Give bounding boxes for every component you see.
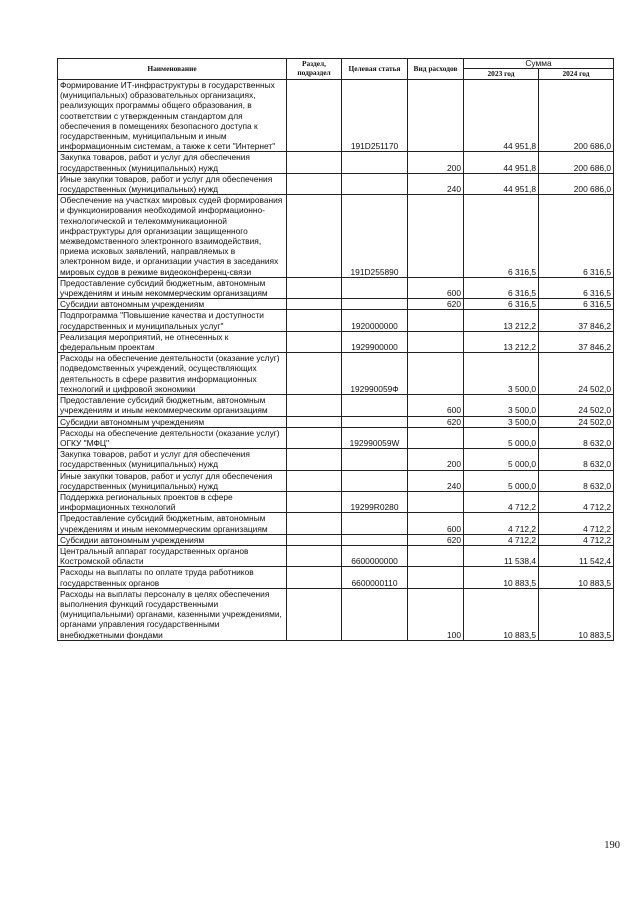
cell-section — [287, 588, 342, 640]
cell-amount-2024: 200 686,0 — [539, 152, 614, 173]
table-row — [58, 195, 614, 278]
cell-expense-type: 200 — [408, 449, 464, 470]
cell-amount-2023: 10 883,5 — [464, 567, 539, 588]
header-target: Целевая статья — [342, 59, 408, 80]
cell-section — [287, 491, 342, 512]
table-body — [58, 80, 614, 641]
cell-target-code — [342, 534, 408, 545]
cell-name: Предоставление субсидий бюджетным, автономным учреждениям и иным некоммерческим организациям — [58, 513, 287, 534]
table-row — [58, 152, 614, 173]
header-year-2024: 2024 год — [539, 69, 614, 80]
table-row — [58, 427, 614, 448]
cell-amount-2024: 24 502,0 — [539, 353, 614, 395]
cell-amount-2023: 44 951,8 — [464, 80, 539, 152]
cell-name: Поддержка региональных проектов в сфере информационных технологий — [58, 491, 287, 512]
cell-section — [287, 353, 342, 395]
cell-expense-type — [408, 427, 464, 448]
table-row — [58, 470, 614, 491]
cell-section — [287, 534, 342, 545]
cell-name: Закупка товаров, работ и услуг для обеспечения государственных (муниципальных) нужд — [58, 449, 287, 470]
cell-amount-2024: 8 632,0 — [539, 449, 614, 470]
cell-amount-2024: 6 316,5 — [539, 277, 614, 298]
header-year-2023: 2023 год — [464, 69, 539, 80]
cell-amount-2023: 5 000,0 — [464, 449, 539, 470]
cell-amount-2024: 11 542,4 — [539, 545, 614, 566]
cell-target-code: 191D251170 — [342, 80, 408, 152]
cell-target-code: 192990059Ф — [342, 353, 408, 395]
cell-amount-2024: 8 632,0 — [539, 427, 614, 448]
cell-amount-2023: 3 500,0 — [464, 416, 539, 427]
cell-section — [287, 470, 342, 491]
cell-amount-2023: 44 951,8 — [464, 152, 539, 173]
cell-name: Субсидии автономным учреждениям — [58, 534, 287, 545]
cell-amount-2023: 3 500,0 — [464, 353, 539, 395]
cell-amount-2024: 10 883,5 — [539, 588, 614, 640]
cell-section — [287, 395, 342, 416]
cell-amount-2024: 6 316,5 — [539, 299, 614, 310]
table-row — [58, 534, 614, 545]
cell-section — [287, 299, 342, 310]
cell-name: Субсидии автономным учреждениям — [58, 416, 287, 427]
cell-amount-2024: 10 883,5 — [539, 567, 614, 588]
cell-target-code: 192990059W — [342, 427, 408, 448]
cell-expense-type — [408, 331, 464, 352]
cell-expense-type: 200 — [408, 152, 464, 173]
cell-amount-2023: 6 316,5 — [464, 195, 539, 278]
cell-amount-2023: 5 000,0 — [464, 427, 539, 448]
cell-section — [287, 152, 342, 173]
cell-amount-2024: 200 686,0 — [539, 173, 614, 194]
cell-expense-type: 620 — [408, 299, 464, 310]
table-row — [58, 395, 614, 416]
cell-amount-2024: 4 712,2 — [539, 491, 614, 512]
table-row — [58, 277, 614, 298]
cell-section — [287, 173, 342, 194]
cell-name: Подпрограмма "Повышение качества и доступности государственных и муниципальных услуг" — [58, 310, 287, 331]
cell-amount-2023: 3 500,0 — [464, 395, 539, 416]
cell-name: Расходы на обеспечение деятельности (оказание услуг) ОГКУ "МФЦ" — [58, 427, 287, 448]
cell-expense-type: 600 — [408, 395, 464, 416]
table-row — [58, 80, 614, 152]
cell-target-code: 1920000000 — [342, 310, 408, 331]
cell-amount-2024: 4 712,2 — [539, 513, 614, 534]
cell-target-code — [342, 395, 408, 416]
cell-section — [287, 567, 342, 588]
cell-amount-2024: 200 686,0 — [539, 80, 614, 152]
cell-target-code: 6600000110 — [342, 567, 408, 588]
header-sum: Сумма — [464, 59, 614, 69]
cell-amount-2023: 6 316,5 — [464, 299, 539, 310]
table-row — [58, 491, 614, 512]
cell-amount-2024: 6 316,5 — [539, 195, 614, 278]
table-row — [58, 545, 614, 566]
cell-expense-type: 240 — [408, 173, 464, 194]
cell-target-code — [342, 277, 408, 298]
cell-expense-type: 600 — [408, 277, 464, 298]
table-row — [58, 567, 614, 588]
table-header — [58, 59, 614, 80]
cell-expense-type — [408, 195, 464, 278]
cell-section — [287, 427, 342, 448]
cell-amount-2023: 4 712,2 — [464, 534, 539, 545]
cell-name: Иные закупки товаров, работ и услуг для обеспечения государственных (муниципальных) нужд — [58, 173, 287, 194]
cell-amount-2023: 13 212,2 — [464, 310, 539, 331]
table-row — [58, 588, 614, 640]
cell-section — [287, 195, 342, 278]
cell-name: Иные закупки товаров, работ и услуг для обеспечения государственных (муниципальных) нужд — [58, 470, 287, 491]
cell-expense-type — [408, 545, 464, 566]
cell-section — [287, 310, 342, 331]
cell-amount-2023: 5 000,0 — [464, 470, 539, 491]
cell-section — [287, 545, 342, 566]
cell-amount-2023: 10 883,5 — [464, 588, 539, 640]
cell-amount-2023: 44 951,8 — [464, 173, 539, 194]
cell-section — [287, 277, 342, 298]
cell-expense-type — [408, 353, 464, 395]
cell-section — [287, 331, 342, 352]
cell-target-code — [342, 416, 408, 427]
cell-amount-2024: 37 846,2 — [539, 331, 614, 352]
cell-amount-2023: 13 212,2 — [464, 331, 539, 352]
table-row — [58, 513, 614, 534]
cell-target-code — [342, 513, 408, 534]
table-row — [58, 173, 614, 194]
cell-name: Формирование ИТ-инфраструктуры в государственных (муниципальных) образовательных организациях, реализующих программы общего образования, в соответствии с утвержденным стандартом для обеспечения в помещениях безопасного доступа к государственным, муниципальным и иным информационным системам, а также к сети "Интернет" — [58, 80, 287, 152]
cell-amount-2023: 6 316,5 — [464, 277, 539, 298]
cell-name: Предоставление субсидий бюджетным, автономным учреждениям и иным некоммерческим организациям — [58, 395, 287, 416]
cell-name: Реализация мероприятий, не отнесенных к федеральным проектам — [58, 331, 287, 352]
cell-amount-2024: 24 502,0 — [539, 395, 614, 416]
cell-amount-2023: 4 712,2 — [464, 513, 539, 534]
cell-expense-type: 100 — [408, 588, 464, 640]
cell-target-code — [342, 152, 408, 173]
cell-name: Предоставление субсидий бюджетным, автономным учреждениям и иным некоммерческим организациям — [58, 277, 287, 298]
cell-target-code — [342, 173, 408, 194]
cell-expense-type: 620 — [408, 534, 464, 545]
budget-table — [57, 58, 614, 641]
page-number: 190 — [604, 840, 620, 851]
cell-target-code: 19299R0280 — [342, 491, 408, 512]
header-name: Наименование — [58, 59, 287, 80]
table-row — [58, 449, 614, 470]
cell-expense-type — [408, 491, 464, 512]
cell-amount-2024: 4 712,2 — [539, 534, 614, 545]
cell-section — [287, 80, 342, 152]
header-section: Раздел, подраздел — [287, 59, 342, 80]
header-type: Вид расходов — [408, 59, 464, 80]
cell-target-code — [342, 470, 408, 491]
cell-amount-2023: 4 712,2 — [464, 491, 539, 512]
cell-target-code — [342, 449, 408, 470]
cell-expense-type: 600 — [408, 513, 464, 534]
cell-amount-2023: 11 538,4 — [464, 545, 539, 566]
table-row — [58, 310, 614, 331]
cell-amount-2024: 24 502,0 — [539, 416, 614, 427]
table-row — [58, 331, 614, 352]
cell-amount-2024: 8 632,0 — [539, 470, 614, 491]
cell-name: Расходы на выплаты по оплате труда работников государственных органов — [58, 567, 287, 588]
cell-target-code: 191D255890 — [342, 195, 408, 278]
cell-target-code: 6600000000 — [342, 545, 408, 566]
cell-name: Центральный аппарат государственных органов Костромской области — [58, 545, 287, 566]
cell-name: Закупка товаров, работ и услуг для обеспечения государственных (муниципальных) нужд — [58, 152, 287, 173]
cell-name: Обеспечение на участках мировых судей формирования и функционирования необходимой информационно-технологической и телекоммуникационной инфраструктуры для организации защищенного межведомственного электронного взаимодействия, приема исковых заявлений, направляемых в электронном виде, и организации участия в заседаниях мировых судов в режиме видеоконференц-связи — [58, 195, 287, 278]
cell-expense-type: 240 — [408, 470, 464, 491]
cell-target-code — [342, 299, 408, 310]
cell-name: Расходы на обеспечение деятельности (оказание услуг) подведомственных учреждений, осуществляющих деятельность в сфере развития информационных технологий и цифровой экономики — [58, 353, 287, 395]
cell-section — [287, 513, 342, 534]
table-row — [58, 416, 614, 427]
cell-expense-type: 620 — [408, 416, 464, 427]
cell-expense-type — [408, 80, 464, 152]
cell-section — [287, 416, 342, 427]
cell-target-code — [342, 588, 408, 640]
cell-name: Субсидии автономным учреждениям — [58, 299, 287, 310]
cell-expense-type — [408, 567, 464, 588]
cell-target-code: 1929900000 — [342, 331, 408, 352]
table-row — [58, 299, 614, 310]
cell-expense-type — [408, 310, 464, 331]
cell-amount-2024: 37 846,2 — [539, 310, 614, 331]
table-row — [58, 353, 614, 395]
cell-name: Расходы на выплаты персоналу в целях обеспечения выполнения функций государственными (муниципальными) органами, казенными учреждениями, органами управления государственными внебюджетными фондами — [58, 588, 287, 640]
cell-section — [287, 449, 342, 470]
